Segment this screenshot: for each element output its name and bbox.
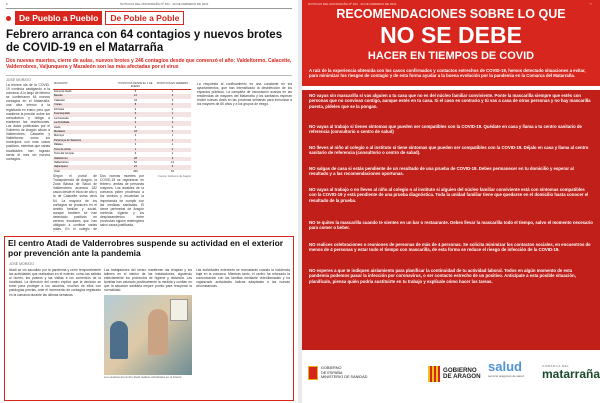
table-cell: 5 bbox=[134, 90, 137, 93]
table-cell: Valjunquera bbox=[54, 165, 68, 169]
photo-sign bbox=[170, 299, 188, 321]
table-cell: 1 bbox=[171, 134, 174, 138]
article2-column-1: Atadi se vio sacudido por la pandemia y cerró temporalmente las actividades que realizaban en el exterior, como las salidas al huerto, los paseos y las visitas a los comercios de la localidad. La dirección del centro explicó que la decisión se tomó para proteger a los usuarios, muchos de ellos con patologías previas, ante el incremento de contagios registrado en la comarca durante las últimas semanas. bbox=[9, 268, 101, 297]
recommendation-item: NO vayas sin mascarilla si vas alguien a tu casa que no es del núcleo familiar conviviente. Ponte la mascarilla siempre que estés con personas que no convivan contigo, aunque estés en tu casa. Si el caso es contrario y tú vas a casa de otras personas y no hay mascarilla puesta, pídeles que se la pongan. bbox=[309, 93, 591, 109]
right-page bbox=[302, 0, 600, 403]
recommendation-item: NO te quites la mascarilla cuando te sientes en un bar o restaurante. Debes llevar la mascarilla todo el tiempo, salvo el momento necesario para comer o beber. bbox=[309, 220, 593, 231]
top-rule bbox=[6, 8, 292, 9]
recommendation-item: NO lleves al niño al colegio o al instituto si tiene síntomas que pueden ser compatibles con la COVID-19. Déjalo en casa y llama al centro sanitario de referencia (consultorio o centro de salud). bbox=[309, 145, 589, 156]
table-body bbox=[53, 90, 191, 174]
section-secondary: De Poble a Poble bbox=[105, 11, 184, 25]
table-cell: 7 bbox=[134, 138, 137, 142]
title-line-3: HACER EN TIEMPOS DE COVID bbox=[367, 50, 535, 62]
table-cell: Peñarroya de Tastavins bbox=[54, 138, 82, 142]
table-cell: 1 bbox=[171, 90, 174, 93]
table-header-cell: MUNICIPIO bbox=[54, 82, 68, 85]
table-cell: Mazaleón bbox=[54, 129, 66, 133]
table-cell: Fuentespalda bbox=[54, 112, 70, 116]
section-primary: De Pueblo a Pueblo bbox=[15, 11, 102, 25]
body-column-3: Dos nuevas muertes por COVID-19 se registraron en febrero, ambas de personas mayores. Los alcaldes de la comarca piden prudencia a los vecinos y recuerdan la importancia de cumplir con las medidas sanitarias. El cierre perimetral de Aragón continúa vigente y los desplazamientos entre provincias siguen restringidos salvo causa justificada. bbox=[100, 174, 144, 228]
recommendation-item: NO salgas de casa si estás pendiente de un resultado de una prueba de COVID-19. Debes permanecer en tu domicilio y esperar al resultado y a las recomendaciones oportunas. bbox=[309, 166, 574, 177]
table-cell: Beceite bbox=[54, 94, 63, 98]
table-cell: 1 bbox=[171, 143, 174, 147]
table-cell: 3 bbox=[171, 116, 174, 120]
headline: Febrero arranca con 64 contagios y nuevos brotes de COVID-19 en el Matarraña bbox=[6, 29, 283, 54]
table-cell: Lledó bbox=[54, 125, 61, 129]
table-cell: 2 bbox=[134, 107, 137, 111]
table-cell: 21 bbox=[134, 165, 137, 169]
section-dot-icon bbox=[6, 16, 11, 21]
article2-headline: El centro Atadi de Valderrobres suspende su actividad en el exterior por prevención ante la pandemia bbox=[8, 238, 284, 258]
title-line-1: RECOMENDACIONES SOBRE LO QUE bbox=[336, 7, 566, 21]
recommendation-item: NO esperes a que te indiquen aislamiento para planificar la continuidad de tu actividad laboral. Todos en algún momento de esta pandemia podemos pasar la infección por coronavirus, o ser contacto estrecho de un positivo. Anticípate a esta posible situación, planifícalo, piensa quién podría sustituirte en tu trabajo y explícale cómo hacer las tareas. bbox=[309, 268, 576, 284]
table-cell: 2 bbox=[171, 138, 174, 142]
comarca-label: COMARCA DEL bbox=[542, 364, 570, 368]
photo-person-2 bbox=[110, 321, 128, 359]
table-cell: 12 bbox=[134, 94, 137, 98]
table-cell: 4 bbox=[171, 94, 174, 98]
aragon-flag-icon bbox=[428, 366, 440, 382]
table-header-cell: POSITIVOS DESDE EL 1 DE ENERO bbox=[118, 82, 153, 88]
intro-text: A raíz de la experiencia obtenida con los casos confirmados y contactos estrechos de COVID-19, hemos detectado situaciones a evitar, para minimizar los riesgos de contagio y de esta forma ayudar a la buena evolución por la pandemia en la Comarca del Matarraña. bbox=[309, 68, 586, 79]
table-cell: 6 bbox=[171, 165, 174, 169]
atadi-photo bbox=[104, 295, 192, 375]
article2-column-3: Las actividades exteriores se reanudarán cuando la incidencia baje en la comarca. Mientras tanto, el centro ha reforzado la comunicación con las familias mediante videollamadas y ha organizado actividades lúdicas adaptadas a las nuevas circunstancias. bbox=[196, 268, 290, 289]
table-cell: 4 bbox=[134, 134, 137, 138]
comarca-logo bbox=[542, 364, 600, 381]
table-cell: 0 bbox=[171, 147, 174, 151]
page-number-left: 6 bbox=[6, 2, 8, 6]
table-cell: 6 bbox=[134, 112, 137, 116]
table-cell: 6 bbox=[134, 152, 137, 156]
table-cell: 6 bbox=[171, 129, 174, 133]
table-cell: 1 bbox=[171, 112, 174, 116]
page-number-right: 7 bbox=[590, 2, 592, 6]
body-column-2: Según el portal de Transparencia de Aragón, la Zona Básica de Salud de Valderrobres acumula 182 casos desde el inicio de año y la de Calaceite suma otros 64. La mayoría de los contagios se producen en el ámbito familiar y social, aunque también se han detectado positivos en centros escolares que han obligado a confinar varias aulas. En el colegio de bbox=[53, 174, 97, 232]
table-cell: La Portellada bbox=[54, 121, 70, 125]
table-source: Fuente: Gobierno de Aragón bbox=[158, 175, 191, 179]
table-cell: 9 bbox=[171, 156, 174, 160]
table-cell: 0 bbox=[171, 121, 174, 125]
table-cell: 34 bbox=[134, 98, 137, 102]
byline: JOSÉ MORATO bbox=[6, 78, 32, 82]
table-cell: Ráfales bbox=[54, 143, 63, 147]
table-cell: La Fresneda bbox=[54, 116, 69, 120]
table-cell: Torre del Compte bbox=[54, 152, 74, 156]
table-cell: 246 bbox=[133, 169, 138, 173]
table-cell: Arens de Lledó bbox=[54, 90, 72, 93]
title-line-2: NO SE DEBE bbox=[380, 22, 522, 48]
aragon-line-1: GOBIERNO bbox=[443, 366, 477, 374]
photo-person-1 bbox=[148, 309, 168, 355]
table-cell: Total bbox=[54, 169, 60, 173]
article2-column-2: Los trabajadores del centro mantienen las terapias y los talleres en el interior de las instalaciones, siguiendo estrictamente los protocolos de higiene y distancia. Las familias han valorado positivamente la medida y confían en que la situación sanitaria mejore pronto para recuperar la normalidad. bbox=[104, 268, 192, 293]
table-cell: Cretas bbox=[54, 103, 62, 107]
spain-crest-icon bbox=[308, 366, 318, 380]
table-cell: 64 bbox=[171, 169, 174, 173]
table-cell: 8 bbox=[134, 103, 137, 107]
table-cell: 9 bbox=[171, 98, 174, 102]
table-cell: 9 bbox=[134, 116, 137, 120]
table-header bbox=[53, 82, 191, 90]
table-cell: 0 bbox=[171, 125, 174, 129]
table-cell: 2 bbox=[171, 103, 174, 107]
table-cell: 14 bbox=[171, 161, 174, 164]
subhead: Dos nuevas muertes, cierre de aulas, nuevos brotes y 246 contagios desde que comenzó el año: Valdeltormo, Calaceite, Valderrobres, Valjunquera y Mazaleón son las más afectadas por el virus bbox=[6, 58, 292, 70]
ministerio-logo bbox=[308, 366, 367, 380]
table-cell: 3 bbox=[134, 121, 137, 125]
section-bar bbox=[6, 11, 184, 25]
aragon-line-2: DE ARAGON bbox=[443, 373, 481, 380]
contagios-table bbox=[53, 82, 191, 179]
ministry-line-1: GOBIERNO bbox=[321, 366, 342, 371]
recommendation-item: NO vayas al trabajo si tienes síntomas que pueden ser compatibles con la COVID-19. Quédate en casa y llama a tu centro sanitario de referencia (consultorio o centro de salud) bbox=[309, 124, 582, 135]
ministry-line-3: MINISTERIO DE SANIDAD bbox=[321, 375, 368, 380]
body-column-1: La tercera ola de la COVID-19 continúa castigando a la comarca. A lo largo de febrero se confirmaron 64 nuevos contagios en el Matarraña, una cifra inferior a la registrada en enero pero que mantiene la presión sobre los consultorios y obliga a mantener las restricciones. Los datos publicados por el Gobierno de Aragón sitúan a Valderrobres, Calaceite y Valdeltormo como los municipios con más casos positivos, mientras que varias localidades han logrado cerrar el mes sin nuevos contagios. bbox=[6, 83, 50, 161]
table-cell: Torre de Arcas bbox=[54, 147, 71, 151]
body-column-4: La respuesta al confinamiento es una constante en los ayuntamientos, que han intensificado la desinfección de los espacios públicos. La campaña de vacunación avanza en las residencias de mayores del Matarraña y los sanitarios esperan recibir nuevas dosis en las próximas semanas para inmunizar a los mayores de 80 años y a los grupos de riesgo. bbox=[197, 82, 292, 107]
table-header-cell: POSITIVOS EN FEBRERO bbox=[156, 82, 189, 85]
left-page bbox=[0, 0, 298, 403]
gobierno-aragon-logo bbox=[428, 366, 481, 382]
table-cell: 28 bbox=[134, 156, 137, 160]
comarca-name: matarraña bbox=[542, 367, 600, 381]
salud-logo bbox=[488, 360, 524, 378]
column-rule bbox=[6, 75, 292, 76]
table-cell: 1 bbox=[134, 147, 137, 151]
table-cell: 52 bbox=[134, 161, 137, 164]
table-cell: Monroyo bbox=[54, 134, 65, 138]
table-row bbox=[53, 170, 191, 174]
table-cell: 18 bbox=[134, 129, 137, 133]
table-cell: 2 bbox=[134, 125, 137, 129]
salud-sub: servicio aragonés de salud bbox=[488, 374, 524, 378]
folio-left: NOTICIAS DEL MATARRAÑA Nº 404 · 26 DE FEBRERO DE 2021 bbox=[120, 2, 209, 6]
folio-right-center: NOTICIAS DEL MATARRAÑA Nº 404 · 26 DE FEBRERO DE 2021 bbox=[308, 2, 397, 6]
table-cell: 3 bbox=[134, 143, 137, 147]
table-cell: Valderrobres bbox=[54, 161, 69, 164]
table-cell: 0 bbox=[171, 107, 174, 111]
table-cell: Valdeltormo bbox=[54, 156, 68, 160]
table-cell: 2 bbox=[171, 152, 174, 156]
ministry-line-2: DE ESPAÑA bbox=[321, 370, 343, 375]
salud-name: salud bbox=[488, 359, 522, 374]
recommendation-item: NO vayas al trabajo o no lleves al niño al colegio o al instituto si alguien del núcleo familiar conviviente está con síntomas compatibles con la COVID-19 y está pendiente de una prueba diagnóstica. Toda la unidad familiar tiene que quedarse en el domicilio hasta conocer el resultado de la prueba. bbox=[309, 187, 589, 203]
photo-caption: Los usuarios del centro Atadi realizan actividades en el interior. bbox=[104, 375, 183, 379]
recommendation-item: NO realices celebraciones o reuniones de personas de más de 4 personas. Se solicita minimizar los contactos sociales, en encuentros de menos de 4 personas y estar todo el tiempo con mascarilla, de esta forma se reduce el riesgo de infección de la COVID-19. bbox=[309, 242, 591, 253]
table-cell: Fórnoles bbox=[54, 107, 65, 111]
table-cell: Calaceite bbox=[54, 98, 65, 102]
article2-byline: JOSÉ MORATO bbox=[9, 262, 35, 266]
